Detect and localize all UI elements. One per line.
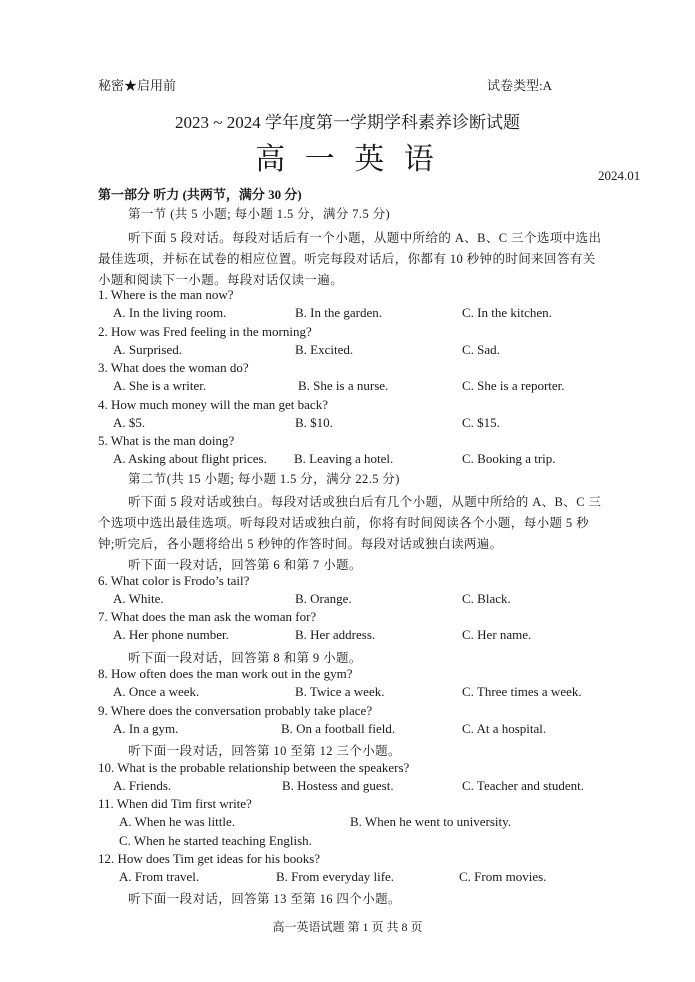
exam-date: 2024.01 <box>598 168 641 183</box>
q3-option-c: C. She is a reporter. <box>462 378 565 393</box>
q7-option-b: B. Her address. <box>295 627 376 642</box>
q2-option-b: B. Excited. <box>295 342 354 357</box>
section1-instruction-3: 小题和阅读下一小题。每段对话仅读一遍。 <box>98 273 344 287</box>
section1-instruction-1: 听下面 5 段对话。每段对话后有一个小题，从题中所给的 A、B、C 三个选项中选出 <box>128 231 602 245</box>
q9-option-c: C. At a hospital. <box>462 721 547 736</box>
q11-option-b: B. When he went to university. <box>350 814 512 829</box>
q3-option-b: B. She is a nurse. <box>298 378 389 393</box>
question-12: 12. How does Tim get ideas for his books? <box>98 851 321 866</box>
section2-instruction-3: 钟;听完后，各小题将给出 5 秒钟的作答时间。每段对话或独白读两遍。 <box>98 537 503 551</box>
question-6: 6. What color is Frodo’s tail? <box>98 573 250 588</box>
q5-option-a: A. Asking about flight prices. <box>113 451 267 466</box>
section1-title: 第一节 (共 5 小题; 每小题 1.5 分，满分 7.5 分) <box>128 207 391 221</box>
question-1: 1. Where is the man now? <box>98 287 234 302</box>
q6-option-c: C. Black. <box>462 591 511 606</box>
section2-instruction-2: 个选项中选出最佳选项。听每段对话或独白前，你将有时间阅读各个小题，每小题 5 秒 <box>98 516 590 530</box>
question-11: 11. When did Tim first write? <box>98 796 252 811</box>
q4-option-c: C. $15. <box>462 415 500 430</box>
q1-option-a: A. In the living room. <box>113 305 227 320</box>
q8-option-a: A. Once a week. <box>113 684 200 699</box>
section2-title: 第二节(共 15 小题; 每小题 1.5 分，满分 22.5 分) <box>128 472 400 486</box>
q12-option-b: B. From everyday life. <box>276 869 395 884</box>
q2-option-c: C. Sad. <box>462 342 500 357</box>
note-q6-7: 听下面一段对话，回答第 6 和第 7 小题。 <box>128 558 362 572</box>
q9-option-b: B. On a football field. <box>281 721 396 736</box>
q6-option-b: B. Orange. <box>295 591 352 606</box>
question-9: 9. Where does the conversation probably take place? <box>98 703 373 718</box>
q11-option-c: C. When he started teaching English. <box>119 833 312 848</box>
q4-option-b: B. $10. <box>295 415 333 430</box>
question-3: 3. What does the woman do? <box>98 360 249 375</box>
section1-instruction-2: 最佳选项，并标在试卷的相应位置。听完每段对话后，你都有 10 秒钟的时间来回答有关 <box>98 252 596 266</box>
q12-option-c: C. From movies. <box>459 869 547 884</box>
q7-option-a: A. Her phone number. <box>113 627 229 642</box>
part1-title: 第一部分 听力 (共两节，满分 30 分) <box>98 187 302 202</box>
question-4: 4. How much money will the man get back? <box>98 397 328 412</box>
q5-option-b: B. Leaving a hotel. <box>294 451 394 466</box>
q9-option-a: A. In a gym. <box>113 721 179 736</box>
question-8: 8. How often does the man work out in the gym? <box>98 666 353 681</box>
subject-title: 高 一 英 语 <box>255 143 440 176</box>
q10-option-b: B. Hostess and guest. <box>282 778 394 793</box>
q3-option-a: A. She is a writer. <box>113 378 207 393</box>
q6-option-a: A. White. <box>113 591 164 606</box>
q8-option-c: C. Three times a week. <box>462 684 582 699</box>
note-q10-12: 听下面一段对话，回答第 10 至第 12 三个小题。 <box>128 744 401 758</box>
question-5: 5. What is the man doing? <box>98 433 235 448</box>
note-q8-9: 听下面一段对话，回答第 8 和第 9 小题。 <box>128 651 362 665</box>
exam-title: 2023 ~ 2024 学年度第一学期学科素养诊断试题 <box>175 113 520 132</box>
confidential-label: 秘密★启用前 <box>98 78 177 93</box>
q8-option-b: B. Twice a week. <box>295 684 385 699</box>
q12-option-a: A. From travel. <box>119 869 200 884</box>
question-10: 10. What is the probable relationship between the speakers? <box>98 760 410 775</box>
section2-instruction-1: 听下面 5 段对话或独白。每段对话或独白后有几个小题，从题中所给的 A、B、C 三 <box>128 495 602 509</box>
q4-option-a: A. $5. <box>113 415 146 430</box>
q1-option-c: C. In the kitchen. <box>462 305 552 320</box>
q11-option-a: A. When he was little. <box>119 814 236 829</box>
q7-option-c: C. Her name. <box>462 627 532 642</box>
note-q13-16: 听下面一段对话，回答第 13 至第 16 四个小题。 <box>128 892 401 906</box>
q5-option-c: C. Booking a trip. <box>462 451 556 466</box>
question-7: 7. What does the man ask the woman for? <box>98 609 317 624</box>
page-footer: 高一英语试题 第 1 页 共 8 页 <box>272 920 423 934</box>
q2-option-a: A. Surprised. <box>113 342 182 357</box>
question-2: 2. How was Fred feeling in the morning? <box>98 324 312 339</box>
q10-option-c: C. Teacher and student. <box>462 778 584 793</box>
q1-option-b: B. In the garden. <box>295 305 383 320</box>
paper-type-label: 试卷类型:A <box>487 78 553 93</box>
q10-option-a: A. Friends. <box>113 778 172 793</box>
